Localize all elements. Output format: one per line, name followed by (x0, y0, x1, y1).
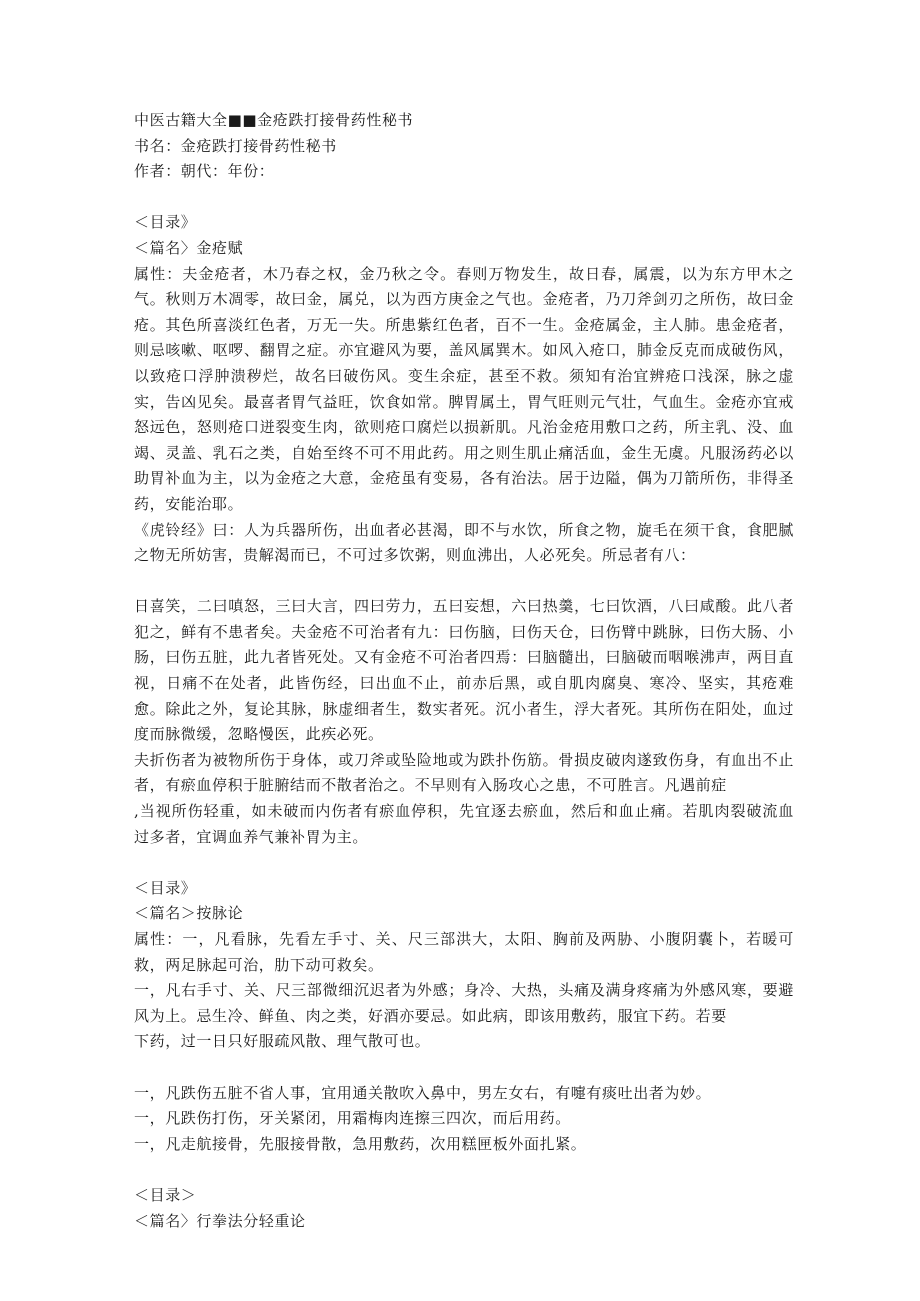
text-line: 下药，过一日只好服疏风散、理气散可也。 (134, 1032, 431, 1051)
author-line: 作者：朝代：年份： (134, 162, 275, 181)
spacer (134, 850, 794, 876)
text-line: 则忌咳嗽、呕啰、翻胃之症。亦宜避风为要，盖风属巽木。如风入疮口，肺金反克而成破伤风， (134, 341, 794, 360)
text-line: 犯之，鲜有不患者矣。夫金疮不可治者有九：曰伤脑，曰伤天仓，曰伤臂中跳脉，曰伤大肠、小 (134, 622, 794, 641)
text-line: 一，凡走航接骨，先服接骨散，急用敷药，次用糕匣板外面扎紧。 (134, 1134, 587, 1153)
paragraph (134, 594, 794, 748)
chapter-heading: ＜篇名〉金疮赋 (134, 238, 244, 257)
spacer (134, 1157, 794, 1183)
text-line: 气。秋则万木凋零，故曰金，属兑，以为西方庚金之气也。金疮者，乃刀斧剑刃之所伤，故曰金 (134, 290, 794, 309)
text-line: 日喜笑，二曰嗔怒，三曰大言，四曰劳力，五曰妄想，六曰热羹，七曰饮酒，八曰咸酸。此八者 (134, 597, 794, 616)
paragraph (134, 262, 794, 518)
paragraph (134, 748, 794, 850)
text-line: 者，有瘀血停积于脏腑结而不散者治之。不早则有入肠攻心之患，不可胜言。凡遇前症 (134, 776, 727, 795)
text-line: 属性：一，凡看脉，先看左手寸、关、尺三部洪大，太阳、胸前及两胁、小腹阴囊卜，若暖可 (134, 930, 794, 948)
text-line: 《虎铃经》曰：人为兵器所伤，出血者必甚渴，即不与水饮，所食之物，旋毛在须干食，食肥腻 (134, 520, 794, 539)
text-line: 愈。除此之外，复论其脉，脉虚细者生，数实者死。沉小者生，浮大者死。其所伤在阳处，血过 (134, 699, 794, 718)
text-line: 怒远色，怒则疮口迸裂变生肉，欲则疮口腐烂以损新肌。凡治金疮用敷口之药，所主乳、没、血 (134, 418, 794, 437)
text-line: ,当视所伤轻重，如未破而内伤者有瘀血停积，先宜逐去瘀血，然后和血止痛。若肌肉裂破流血 (134, 802, 794, 821)
text-line: 救，两足脉起可治，肋下动可救矣。 (134, 955, 384, 974)
spacer (134, 569, 794, 595)
toc-marker: ＜目录》 (134, 213, 197, 232)
text-line: 肠，曰伤五脏，此九者皆死处。又有金疮不可治者四焉：曰脑髓出，曰脑破而咽喉沸声，两目直 (134, 648, 794, 667)
text-line: 一，凡跌伤打伤，牙关紧闭，用霜梅肉连擦三四次，而后用药。 (134, 1109, 571, 1128)
text-line: 一，凡跌伤五脏不省人事，宜用通关散吹入鼻中，男左女右，有嚏有痰吐出者为妙。 (134, 1083, 712, 1102)
text-line: 夫折伤者为被物所伤于身体，或刀斧或坠险地或为跌扑伤筋。骨损皮破肉遂致伤身，有血出不止 (134, 750, 794, 769)
text-line: 实，告凶见矣。最喜者胃气益旺，饮食如常。脾胃属土，胃气旺则元气壮，气血生。金疮亦宜戒 (134, 392, 794, 411)
spacer (134, 1055, 794, 1081)
text-line: 过多者，宜调血养气兼补胃为主。 (134, 827, 369, 846)
text-line: 风为上。忌生冷、鲜鱼、肉之类，好酒亦要忌。如此病，即该用敷药，服宜下药。若要 (134, 1006, 727, 1025)
text-line: 度而脉微缓，忽略慢医，此疾必死。 (134, 725, 384, 744)
text-line: 一，凡右手寸、关、尺三部微细沉迟者为外感；身冷、大热，头痛及满身疼痛为外感风寒，要避 (134, 981, 794, 1000)
text-line: 视，日痛不在处者，此皆伤经，曰出血不止，前赤后黑，或自肌肉腐臭、寒冷、坚实，其疮难 (134, 674, 794, 693)
text-line: 以致疮口浮肿溃秽烂，故名曰破伤风。变生余症，甚至不救。须知有治宜辨疮口浅深，脉之虚 (134, 366, 794, 385)
paragraph (134, 927, 794, 978)
text-line: 竭、灵盖、乳石之类，自始至终不可不用此药。用之则生肌止痛活血，金生无虞。凡服汤药必以 (134, 443, 794, 462)
text-line: 疮。其色所喜淡红色者，万无一失。所患紫红色者，百不一生。金疮属金，主人肺。患金疮者， (134, 315, 794, 334)
chapter-heading: ＜篇名〉行拳法分轻重论 (134, 1211, 306, 1230)
text-line: 属性：夫金疮者，木乃春之权，金乃秋之令。春则万物发生，故日春，属震，以为东方甲木之 (134, 264, 794, 283)
toc-marker: ＜目录＞ (134, 1185, 197, 1204)
text-line: 之物无所妨害，贵解渴而已，不可过多饮粥，则血沸出，人必死矣。所忌者有八： (134, 546, 696, 565)
spacer (134, 185, 794, 211)
chapter-heading: ＜篇名＞按脉论 (134, 904, 244, 923)
book-name-line: 书名：金疮跌打接骨药性秘书 (134, 136, 337, 155)
paragraph (134, 978, 794, 1055)
toc-marker: ＜目录》 (134, 878, 197, 897)
text-line: 药，安能治耶。 (134, 494, 244, 513)
document-page (134, 108, 794, 1234)
document-title: 中医古籍大全■■金疮跌打接骨药性秘书 (134, 111, 414, 129)
paragraph (134, 518, 794, 569)
text-line: 助胃补血为主，以为金疮之大意，金疮虽有变易，各有治法。居于边隘，偶为刀箭所伤，非得圣 (134, 469, 794, 488)
paragraph (134, 1081, 794, 1158)
